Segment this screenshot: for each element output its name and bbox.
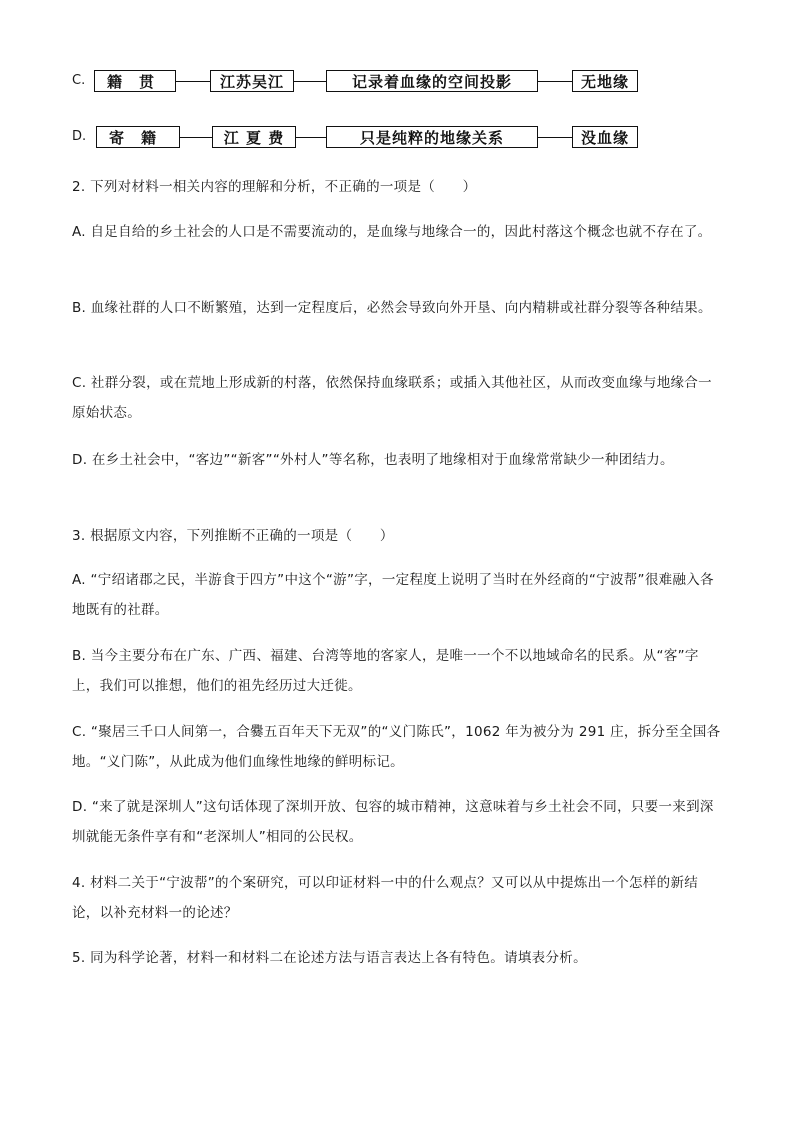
- question-3-option-a: A. “宁绍诸郡之民，半游食于四方”中这个“游”字，一定程度上说明了当时在外经商的“宁波帮”很难融入各地既有的社群。: [72, 572, 714, 618]
- option-label-d: D.: [72, 129, 87, 144]
- question-3-stem: 3. 根据原文内容，下列推断不正确的一项是（ ）: [72, 528, 394, 544]
- flow-connector: [294, 81, 326, 82]
- flow-box-c-3: [326, 70, 538, 92]
- question-2-option-a: A. 自足自给的乡土社会的人口是不需要流动的，是血缘与地缘合一的，因此村落这个概念也就不存在了。: [72, 224, 712, 240]
- flow-box-d-1: [96, 126, 180, 148]
- flow-box-d-1-text: 寄 籍: [109, 128, 158, 147]
- flow-box-c-2-text: 江苏吴江: [219, 72, 284, 91]
- question-2-stem: 2. 下列对材料一相关内容的理解和分析，不正确的一项是（ ）: [72, 179, 477, 195]
- question-2-option-c: C. 社群分裂，或在荒地上形成新的村落，依然保持血缘联系；或插入其他社区，从而改变血缘与地缘合一原始状态。: [72, 375, 712, 421]
- flow-box-c-4-text: 无地缘: [580, 72, 629, 91]
- question-4: 4. 材料二关于“宁波帮”的个案研究，可以印证材料一中的什么观点？又可以从中提炼出一个怎样的新结论，以补充材料一的论述？: [72, 875, 699, 921]
- question-2-option-b: B. 血缘社群的人口不断繁殖，达到一定程度后，必然会导致向外开垦、向内精耕或社群分裂等各种结果。: [72, 300, 712, 316]
- question-3-option-d: D. “来了就是深圳人”这句话体现了深圳开放、包容的城市精神，这意味着与乡土社会不同，只要一来到深圳就能无条件享有和“老深圳人”相同的公民权。: [72, 799, 714, 845]
- flow-chart-c: [72, 70, 652, 96]
- flow-box-d-4-text: 没血缘: [580, 128, 629, 147]
- flow-box-c-1-text: 籍 贯: [107, 72, 156, 91]
- flow-box-d-3: [326, 126, 538, 148]
- flow-connector: [180, 137, 212, 138]
- question-5: 5. 同为科学论著，材料一和材料二在论述方法与语言表达上各有特色。请填表分析。: [72, 950, 587, 966]
- flow-box-d-4: [572, 126, 638, 148]
- flow-chart-d: [72, 126, 652, 152]
- question-2-option-d: D. 在乡土社会中，“客边”“新客”“外村人”等名称，也表明了地缘相对于血缘常常缺少一种团结力。: [72, 452, 674, 468]
- flow-box-c-3-text: 记录着血缘的空间投影: [351, 72, 512, 91]
- question-3-option-b: B. 当今主要分布在广东、广西、福建、台湾等地的客家人，是唯一一个不以地域命名的民系。从“客”字上，我们可以推想，他们的祖先经历过大迁徙。: [72, 648, 699, 694]
- flow-box-d-2-text: 江 夏 费: [223, 128, 285, 147]
- flow-box-c-1: [94, 70, 176, 92]
- flow-box-d-2: [212, 126, 296, 148]
- flow-box-c-2: [210, 70, 294, 92]
- flow-connector: [296, 137, 326, 138]
- flow-connector: [538, 137, 572, 138]
- flow-connector: [538, 81, 572, 82]
- flow-connector: [176, 81, 210, 82]
- flow-box-c-4: [572, 70, 638, 92]
- question-3-option-c: C. “聚居三千口人间第一，合爨五百年天下无双”的“义门陈氏”，1062 年为被分为 291 庄，拆分至全国各地。“义门陈”，从此成为他们血缘性地缘的鲜明标记。: [72, 724, 721, 770]
- option-label-c: C.: [72, 73, 86, 88]
- flow-box-d-3-text: 只是纯粹的地缘关系: [359, 128, 504, 147]
